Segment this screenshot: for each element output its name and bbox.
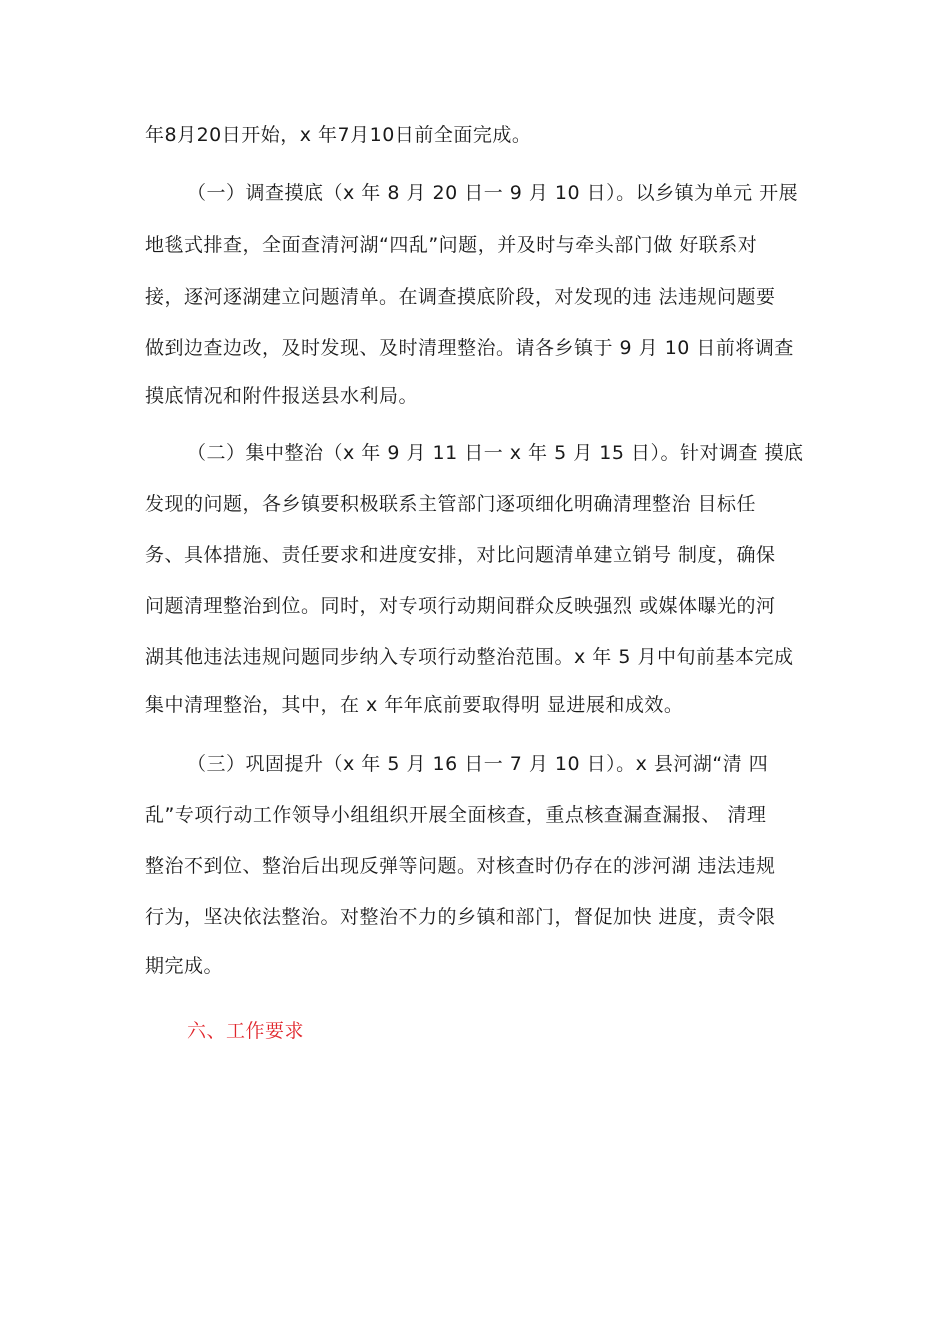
paragraph-2-line-4: 问题清理整治到位。同时，对专项行动期间群众反映强烈 或媒体曝光的河	[145, 595, 776, 617]
paragraph-2-line-6: 集中清理整治，其中，在 x 年年底前要取得明 显进展和成效。	[145, 694, 684, 716]
paragraph-3-line-2: 乱”专项行动工作领导小组组织开展全面核查，重点核查漏查漏报、 清理	[145, 804, 767, 826]
paragraph-2-line-3: 务、具体措施、责任要求和进度安排，对比问题清单建立销号 制度，确保	[145, 544, 776, 566]
paragraph-2-line-1: （二）集中整治（x 年 9 月 11 日一 x 年 5 月 15 日）。针对调查 摸底	[187, 442, 804, 464]
intro-line-1: 年8月20日开始，x 年7月10日前全面完成。	[145, 124, 532, 146]
section-heading: 六、工作要求	[187, 1020, 305, 1042]
paragraph-1-line-4: 做到边查边改，及时发现、及时清理整治。请各乡镇于 9 月 10 日前将调查	[145, 337, 794, 359]
paragraph-1-line-2: 地毯式排查，全面查清河湖“四乱”问题，并及时与牵头部门做 好联系对	[145, 234, 758, 256]
paragraph-2-line-5: 湖其他违法违规问题同步纳入专项行动整治范围。x 年 5 月中旬前基本完成	[145, 646, 794, 668]
paragraph-3-line-4: 行为，坚决依法整治。对整治不力的乡镇和部门，督促加快 进度，责令限	[145, 906, 776, 928]
paragraph-1-line-1: （一）调查摸底（x 年 8 月 20 日一 9 月 10 日）。以乡镇为单元 开展	[187, 182, 799, 204]
paragraph-3-line-1: （三）巩固提升（x 年 5 月 16 日一 7 月 10 日）。x 县河湖“清 四	[187, 753, 769, 775]
paragraph-3-line-5: 期完成。	[145, 955, 224, 977]
paragraph-1-line-5: 摸底情况和附件报送县水利局。	[145, 385, 419, 407]
paragraph-3-line-3: 整治不到位、整治后出现反弹等问题。对核查时仍存在的涉河湖 违法违规	[145, 855, 776, 877]
paragraph-1-line-3: 接，逐河逐湖建立问题清单。在调查摸底阶段，对发现的违 法违规问题要	[145, 286, 776, 308]
paragraph-2-line-2: 发现的问题，各乡镇要积极联系主管部门逐项细化明确清理整治 目标任	[145, 493, 757, 515]
